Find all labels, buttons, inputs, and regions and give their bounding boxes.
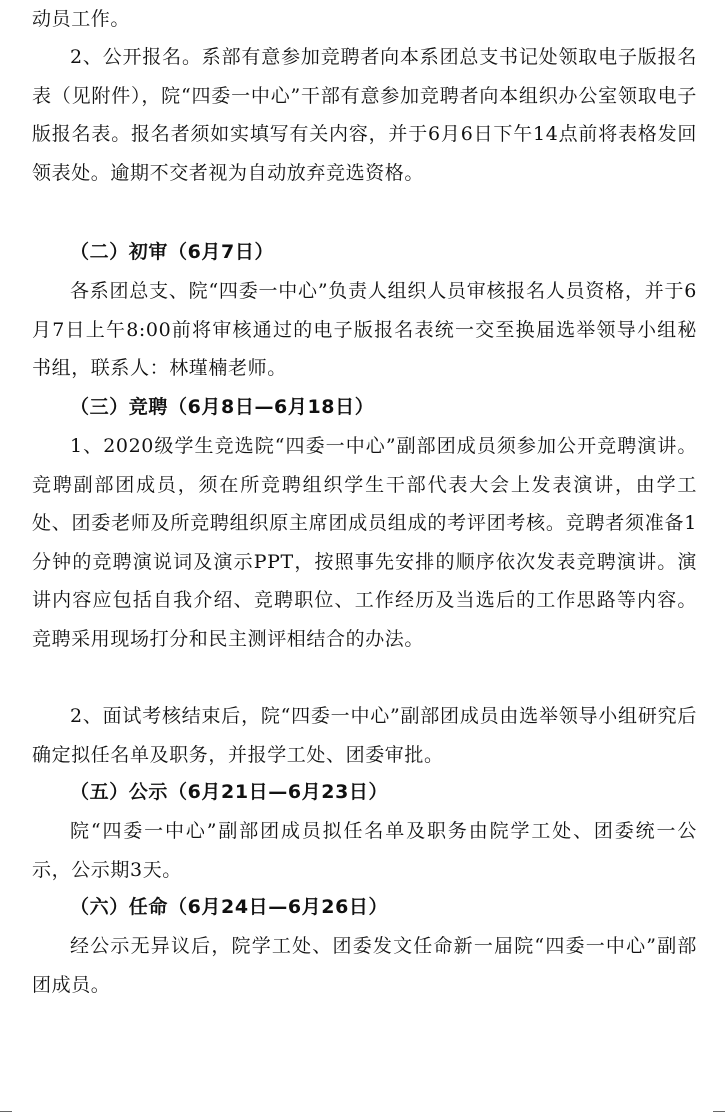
heading-appointment: （六）任命（6月24日—6月26日） [70, 896, 389, 918]
paragraph-intro-tail: 动员工作。 [32, 8, 131, 30]
paragraph-competition-1: 1、2020级学生竞选院“四委一中心”副部团成员须参加公开竞聘演讲。竞聘副部团成员，须在所竞聘组织学生干部代表大会上发表演讲，由学工处、团委老师及所竞聘组织原主席团成员组成的考评团考核。竞聘者须准备1分钟的竞聘演说词及演示PPT，按照事先安排的顺序依次发表竞聘演讲。演讲内容应包括自我介绍、竞聘职位、工作经历及当选后的工作思路等内容。竞聘采用现场打分和民主测评相结合的办法。 [32, 435, 697, 650]
heading-preliminary-review: （二）初审（6月7日） [70, 241, 275, 263]
paragraph-publicity: 院“四委一中心”副部团成员拟任名单及职务由院学工处、团委统一公示，公示期3天。 [32, 820, 697, 881]
paragraph-preliminary-review: 各系团总支、院“四委一中心”负责人组织人员审核报名人员资格，并于6月7日上午8:00前将审核通过的电子版报名表统一交至换届选举领导小组秘书组，联系人：林瑾楠老师。 [32, 280, 697, 379]
heading-publicity: （五）公示（6月21日—6月23日） [70, 781, 389, 803]
paragraph-appointment: 经公示无异议后，院学工处、团委发文任命新一届院“四委一中心”副部团成员。 [32, 935, 697, 996]
paragraph-public-signup: 2、公开报名。系部有意参加竞聘者向本系团总支书记处领取电子版报名表（见附件），院“四委一中心”干部有意参加竞聘者向本组织办公室领取电子版报名表。报名者须如实填写有关内容，并于6月6日下午14点前将表格发回领表处。逾期不交者视为自动放弃竞选资格。 [32, 46, 697, 184]
paragraph-competition-2: 2、面试考核结束后，院“四委一中心”副部团成员由选举领导小组研究后确定拟任名单及职务，并报学工处、团委审批。 [32, 705, 697, 766]
heading-competition: （三）竞聘（6月8日—6月18日） [70, 396, 375, 418]
page-corner-mark-left [0, 1111, 12, 1116]
page-corner-mark-right [713, 1111, 725, 1116]
